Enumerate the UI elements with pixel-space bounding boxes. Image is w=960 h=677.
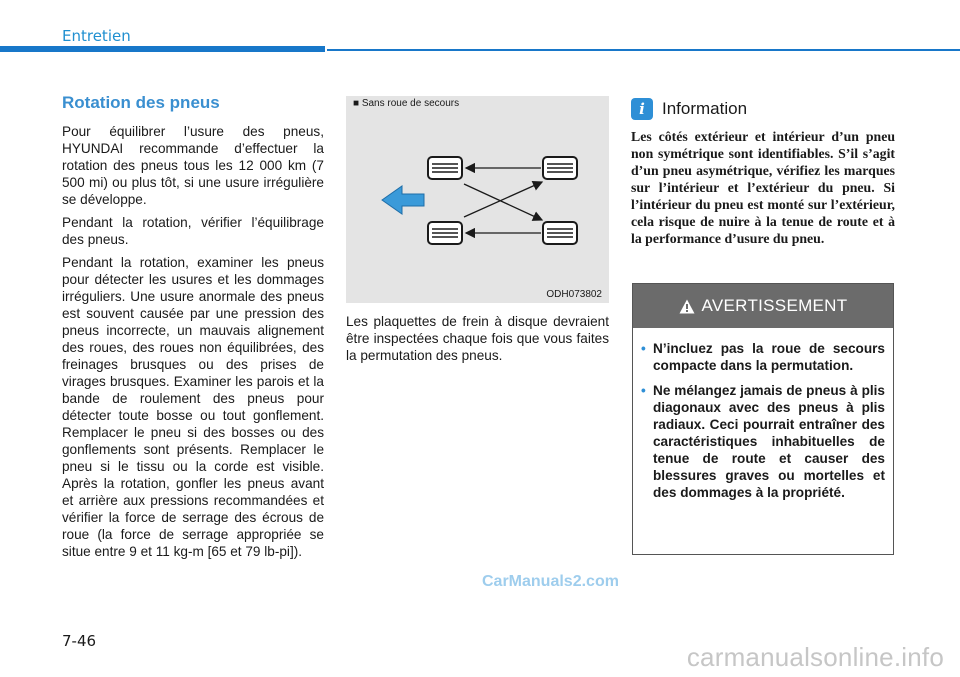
rotation-arrow (464, 184, 542, 220)
warning-item-text: Ne mélangez jamais de pneus à plis diagonaux avec des pneus à plis radiaux. Ceci pourrait entraîner des caractéristiques inhabituelles de tenue de route et causer des blessures graves ou mortelles et des dommages à la propriété. (653, 383, 885, 500)
column-middle (346, 96, 609, 370)
tire-rear-left-icon (543, 157, 577, 179)
header-rule-thick (0, 46, 325, 52)
information-title: Information (662, 99, 748, 118)
rotation-arrow (464, 182, 542, 217)
bullet: • (641, 341, 646, 356)
watermark-link[interactable]: CarManuals2.com (482, 573, 619, 590)
header-rule-thin (327, 49, 960, 51)
information-header (631, 96, 895, 122)
warning-item (641, 382, 885, 501)
information-block (631, 96, 895, 247)
warning-list (633, 328, 893, 501)
paragraph: Les plaquettes de frein à disque devraient être inspectées chaque fois que vous faites la permutation des pneus. (346, 314, 609, 363)
warning-box (632, 283, 894, 555)
tire-front-left-icon (428, 157, 462, 179)
warning-item (641, 340, 885, 374)
information-text: Les côtés extérieur et intérieur d’un pneu non symétrique sont identifiables. S’il s’agit d’un pneu asymétrique, vérifiez les marques sur l’intérieur et l’extérieur du pneu. Si l’intérieur du pneu est monté sur l’extérieur, cela risque de nuire à la tenue de route et à la performance d’usure du pneu. (631, 129, 895, 246)
section-label: Entretien (62, 27, 131, 45)
column-left (62, 92, 324, 566)
tire-front-right-icon (428, 222, 462, 244)
figure-caption: ■ Sans roue de secours (353, 98, 460, 109)
warning-item-text: N’incluez pas la roue de secours compacte dans la permutation. (653, 341, 885, 373)
direction-arrow-icon (382, 186, 424, 214)
footer-watermark: carmanualsonline.info (686, 642, 944, 672)
figure-code: ODH073802 (546, 289, 602, 300)
section-heading: Rotation des pneus (62, 93, 220, 112)
tire-rotation-figure (346, 96, 609, 303)
bullet: • (641, 383, 646, 398)
paragraph: Pour équilibrer l’usure des pneus, HYUNDAI recommande d’effectuer la rotation des pneus tous les 12 000 km (7 500 mi) ou plus tôt, si une usure irrégulière se développe. (62, 124, 324, 207)
warning-title: AVERTISSEMENT (701, 296, 848, 315)
page-number: 7-46 (62, 632, 97, 650)
tire-rear-right-icon (543, 222, 577, 244)
tire-rotation-diagram (346, 96, 609, 303)
warning-header (633, 284, 893, 328)
paragraph: Pendant la rotation, vérifier l’équilibrage des pneus. (62, 215, 324, 247)
paragraph: Pendant la rotation, examiner les pneus pour détecter les usures et les dommages irréguliers. Une usure anormale des pneus est souvent causée par une pression des pneus incorrecte, un mauvais alignement des roues, des roues non équilibrées, des freinages brusques ou des prises de virages brusques. Examiner les parois et la bande de roulement des pneus pour détecter toute bosse ou tout gonflement. Remplacer le pneu si des bosses ou des gonflements sont présents. Remplacer le pneu si le tissu ou la corde est visible. Après la rotation, gonfler les pneus avant et arrière aux pressions recommandées et vérifier la force de serrage des écrous de roue (la force de serrage appropriée se situe entre 9 et 11 kg-m [65 et 79 lb-pi]). (62, 255, 324, 559)
info-icon: i (631, 98, 653, 120)
warning-triangle-icon (679, 299, 695, 314)
